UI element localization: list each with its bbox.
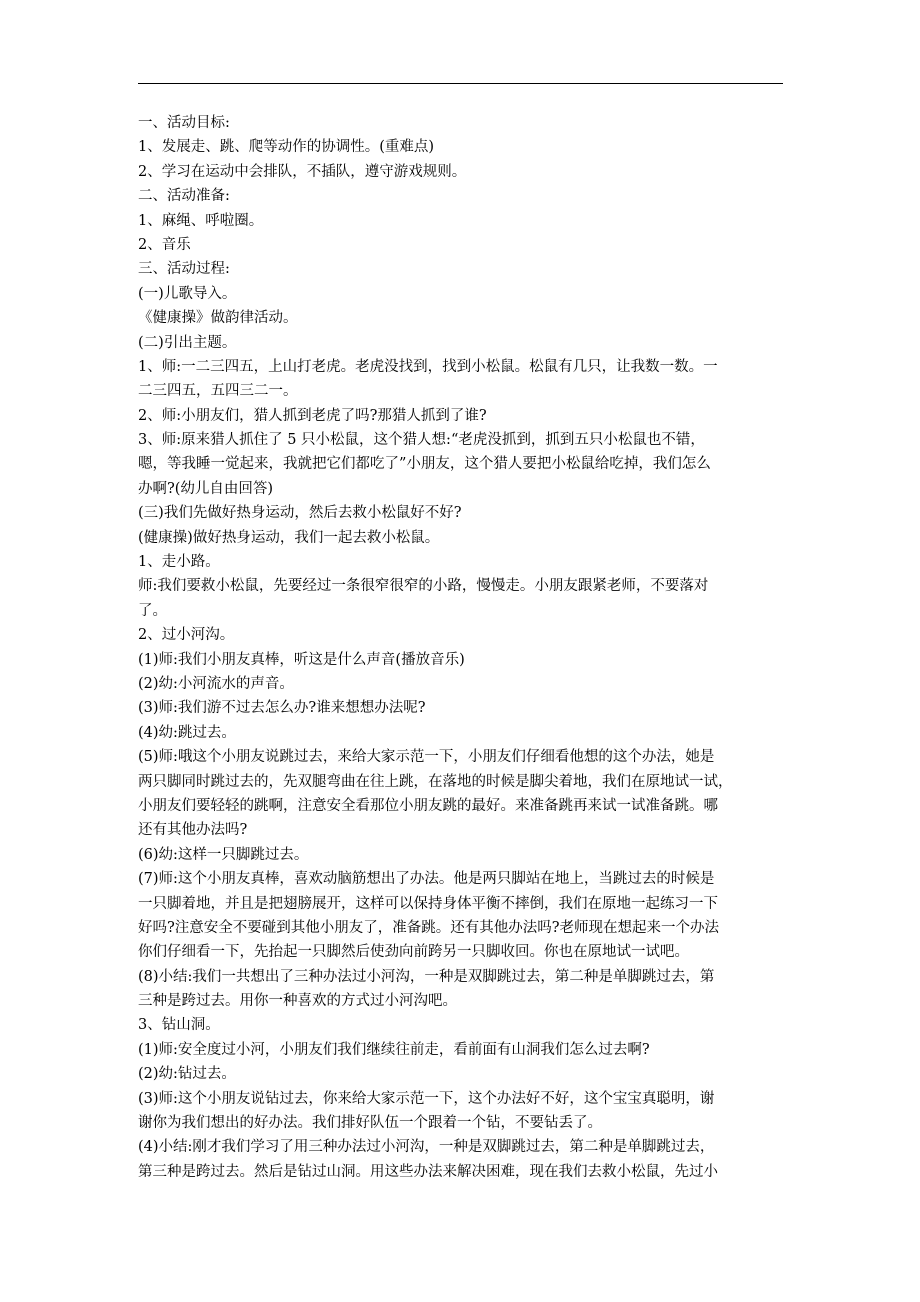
text-line: 2、音乐 bbox=[138, 236, 191, 253]
document-body bbox=[138, 111, 783, 1184]
text-line: 你们仔细看一下，先抬起一只脚然后使劲向前跨另一只脚收回。你也在原地试一试吧。 bbox=[138, 944, 689, 961]
text-line: 3、钻山洞。 bbox=[138, 1017, 220, 1034]
text-line: (三)我们先做好热身运动，然后去救小松鼠好不好? bbox=[138, 505, 462, 522]
text-line: (一)儿歌导入。 bbox=[138, 285, 237, 302]
text-line: 谢你为我们想出的好办法。我们排好队伍一个跟着一个钻，不要钻丢了。 bbox=[138, 1115, 602, 1132]
text-line: 一只脚着地，并且是把翅膀展开，这样可以保持身体平衡不摔倒，我们在原地一起练习一下 bbox=[138, 895, 718, 912]
text-line: 二、活动准备: bbox=[138, 188, 230, 205]
text-line: 小朋友们要轻轻的跳啊，注意安全看那位小朋友跳的最好。来准备跳再来试一试准备跳。哪 bbox=[138, 797, 718, 814]
text-line: (健康操)做好热身运动，我们一起去救小松鼠。 bbox=[138, 529, 440, 546]
text-line: 2、学习在运动中会排队，不插队，遵守游戏规则。 bbox=[138, 163, 467, 180]
text-line: 三种是跨过去。用你一种喜欢的方式过小河沟吧。 bbox=[138, 993, 457, 1010]
text-line: (1)师:我们小朋友真棒，听这是什么声音(播放音乐) bbox=[138, 651, 465, 668]
header-rule bbox=[138, 83, 783, 84]
text-line: (3)师:这个小朋友说钻过去，你来给大家示范一下，这个办法好不好，这个宝宝真聪明，谢 bbox=[138, 1090, 715, 1107]
text-line: 3、师:原来猎人抓住了 5 只小松鼠，这个猎人想:“老虎没抓到，抓到五只小松鼠也不错， bbox=[138, 432, 705, 449]
text-line: (2)幼:钻过去。 bbox=[138, 1066, 236, 1083]
text-line: 还有其他办法吗? bbox=[138, 822, 248, 839]
text-line: 了。 bbox=[138, 602, 167, 619]
text-line: 办啊?(幼儿自由回答) bbox=[138, 480, 274, 497]
text-line: (1)师:安全度过小河，小朋友们我们继续往前走，看前面有山洞我们怎么过去啊? bbox=[138, 1041, 650, 1058]
text-line: 1、走小路。 bbox=[138, 554, 220, 571]
text-line: (2)幼:小河流水的声音。 bbox=[138, 675, 294, 692]
text-line: 2、师:小朋友们，猎人抓到老虎了吗?那猎人抓到了谁? bbox=[138, 407, 487, 424]
text-line: 嗯，等我睡一觉起来，我就把它们都吃了”小朋友，这个猎人要把小松鼠给吃掉，我们怎么 bbox=[138, 456, 711, 473]
text-line: 《健康操》做韵律活动。 bbox=[138, 310, 298, 327]
text-line: 一、活动目标: bbox=[138, 115, 230, 131]
text-line: (4)小结:刚才我们学习了用三种办法过小河沟，一种是双脚跳过去，第二种是单脚跳过去， bbox=[138, 1139, 715, 1156]
text-line: 师:我们要救小松鼠，先要经过一条很窄很窄的小路，慢慢走。小朋友跟紧老师，不要落对 bbox=[138, 578, 709, 595]
text-line: 1、师:一二三四五，上山打老虎。老虎没找到，找到小松鼠。松鼠有几只，让我数一数。一 bbox=[138, 358, 718, 375]
text-line: (5)师:哦这个小朋友说跳过去，来给大家示范一下，小朋友们仔细看他想的这个办法，她是 bbox=[138, 749, 715, 766]
text-line: (8)小结:我们一共想出了三种办法过小河沟，一种是双脚跳过去，第二种是单脚跳过去，第 bbox=[138, 968, 715, 985]
text-line: (3)师:我们游不过去怎么办?谁来想想办法呢? bbox=[138, 700, 426, 717]
text-line: 1、麻绳、呼啦圈。 bbox=[138, 212, 264, 229]
text-line: 两只脚同时跳过去的，先双腿弯曲在往上跳，在落地的时候是脚尖着地，我们在原地试一试， bbox=[138, 773, 733, 790]
text-line: (4)幼:跳过去。 bbox=[138, 724, 236, 741]
text-line: 2、过小河沟。 bbox=[138, 627, 235, 644]
text-line: (7)师:这个小朋友真棒，喜欢动脑筋想出了办法。他是两只脚站在地上，当跳过去的时候是 bbox=[138, 871, 715, 888]
text-line: 三、活动过程: bbox=[138, 261, 230, 278]
text-line: 1、发展走、跳、爬等动作的协调性。(重难点) bbox=[138, 139, 435, 156]
text-line: (二)引出主题。 bbox=[138, 334, 237, 351]
text-line: (6)幼:这样一只脚跳过去。 bbox=[138, 846, 309, 863]
text-line: 二三四五，五四三二一。 bbox=[138, 383, 298, 400]
text-line: 第三种是跨过去。然后是钻过山洞。用这些办法来解决困难，现在我们去救小松鼠，先过小 bbox=[138, 1163, 718, 1180]
text-line: 好吗?注意安全不要碰到其他小朋友了，准备跳。还有其他办法吗?老师现在想起来一个办法 bbox=[138, 919, 720, 936]
